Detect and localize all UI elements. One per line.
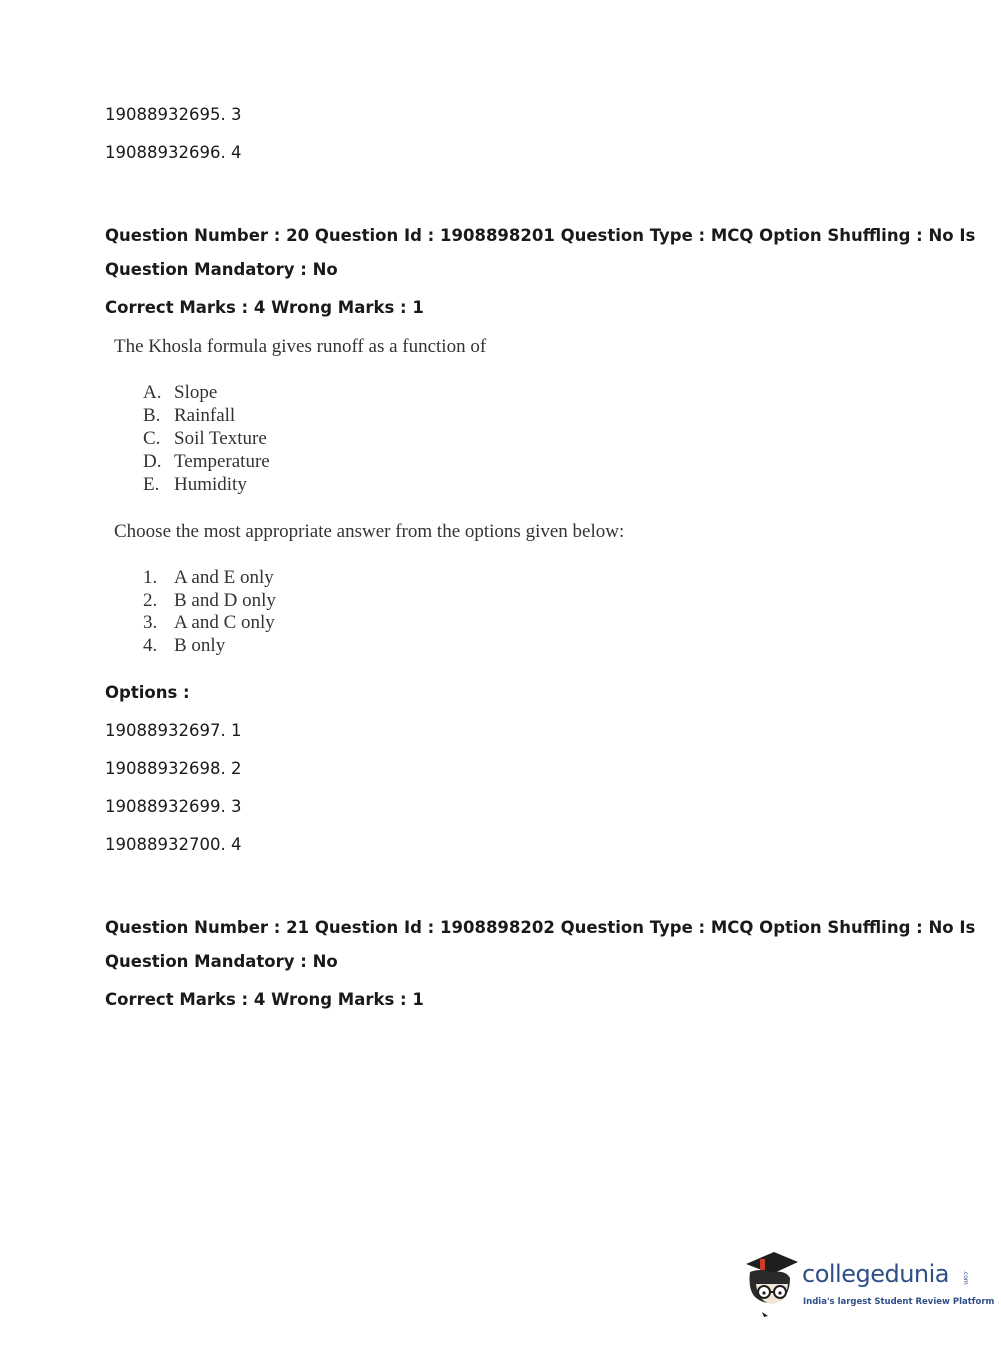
choice-text: B only (174, 635, 226, 656)
item-letter: E. (143, 474, 160, 495)
question-mandatory: Question Mandatory : No (105, 260, 338, 279)
item-text: Slope (174, 382, 218, 403)
logo-tagline: India's largest Student Review Platform (803, 1297, 995, 1307)
question-marks: Correct Marks : 4 Wrong Marks : 1 (105, 298, 424, 317)
option-line: 19088932700. 4 (105, 835, 242, 854)
option-line: 19088932697. 1 (105, 721, 242, 740)
question-mandatory: Question Mandatory : No (105, 952, 338, 971)
choice-number: 4. (143, 635, 158, 656)
item-letter: B. (143, 405, 161, 426)
question-marks: Correct Marks : 4 Wrong Marks : 1 (105, 990, 424, 1009)
choice-text: A and C only (174, 612, 275, 633)
item-letter: A. (143, 382, 162, 403)
question-stem: The Khosla formula gives runoff as a function of (114, 336, 487, 357)
option-line: 19088932696. 4 (105, 143, 242, 162)
logo-suffix: .com (962, 1270, 969, 1285)
item-text: Humidity (174, 474, 247, 495)
collegedunia-logo (740, 1248, 995, 1318)
choice-number: 1. (143, 567, 158, 588)
item-letter: C. (143, 428, 161, 449)
item-letter: D. (143, 451, 162, 472)
choice-text: B and D only (174, 590, 276, 611)
options-label: Options : (105, 683, 190, 702)
logo-wordmark: collegedunia (802, 1260, 950, 1288)
item-text: Soil Texture (174, 428, 267, 449)
item-text: Rainfall (174, 405, 236, 426)
option-line: 19088932695. 3 (105, 105, 242, 124)
question-instruction: Choose the most appropriate answer from the options given below: (114, 521, 625, 542)
mascot-icon (740, 1248, 802, 1318)
option-line: 19088932698. 2 (105, 759, 242, 778)
item-text: Temperature (174, 451, 270, 472)
option-line: 19088932699. 3 (105, 797, 242, 816)
choice-number: 2. (143, 590, 158, 611)
choice-text: A and E only (174, 567, 274, 588)
question-header: Question Number : 21 Question Id : 1908898202 Question Type : MCQ Option Shuffling : No Is (105, 918, 976, 937)
question-header: Question Number : 20 Question Id : 1908898201 Question Type : MCQ Option Shuffling : No Is (105, 226, 976, 245)
choice-number: 3. (143, 612, 158, 633)
